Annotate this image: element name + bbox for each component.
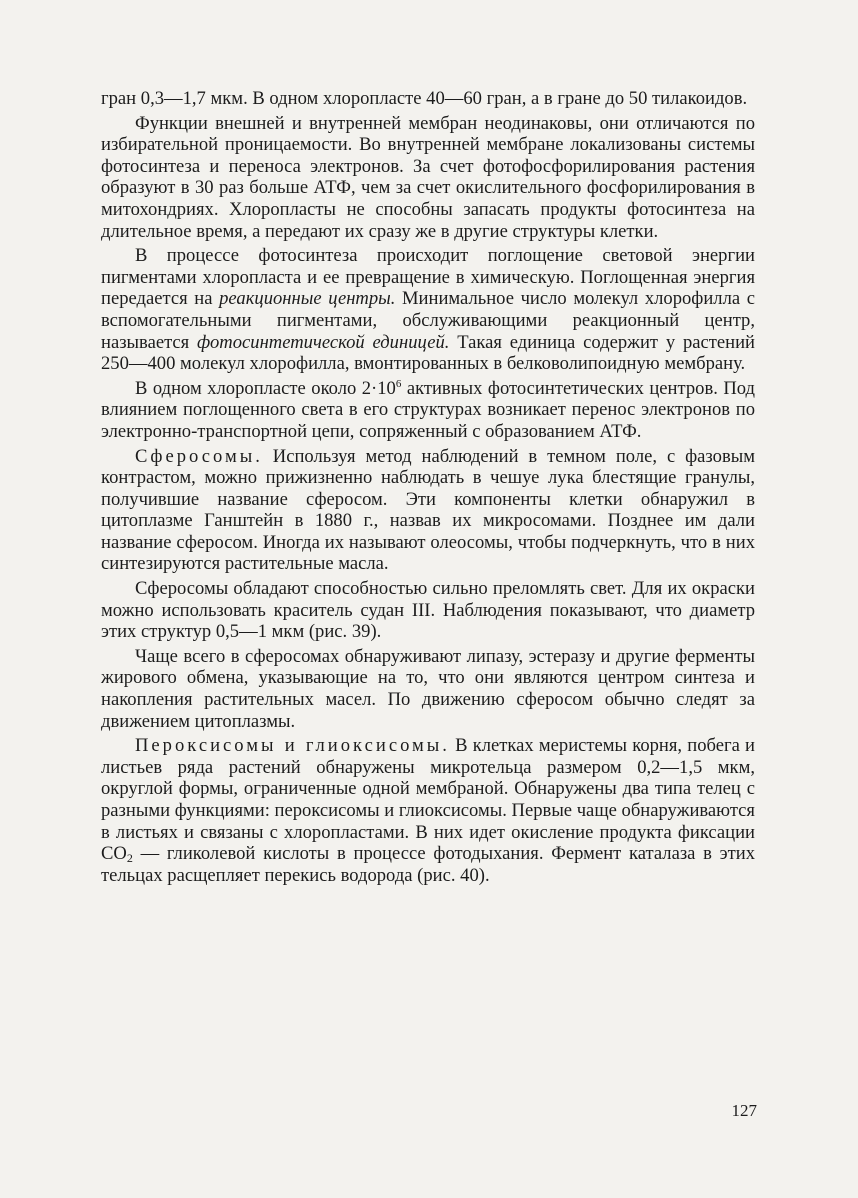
paragraph-3-text-b: Минимальное число молекул хлорофилла с вспомогательными пигментами, обслуживающими реакционный центр, называется [101, 288, 755, 353]
paragraph-5 [101, 446, 755, 576]
paragraph-8-text-b: — гликолевой кислоты в процессе фотодыхания. Фермент каталаза в этих тельцах расщепляет перекись водорода (рис. 40). [101, 843, 755, 886]
paragraph-2 [101, 113, 755, 243]
exponent: 6 [395, 377, 402, 390]
paragraph-4-text-b: активных фотосинтетических центров. Под влиянием поглощенного света в его структурах возникает перенос электронов по электронно-транспортной цепи, сопряженный с образованием АТФ. [101, 377, 755, 442]
term-reaction-centers: реакционные центры. [219, 288, 396, 310]
paragraph-7-text: Чаще всего в сферосомах обнаруживают липазу, эстеразу и другие ферменты жирового обмена, указывающие на то, что они являются центром синтеза и накопления растительных масел. По движению сферосом обычно следят за движением цитоплазмы. [101, 645, 755, 732]
page-number: 127 [731, 1101, 757, 1120]
paragraph-3 [101, 245, 755, 375]
paragraph-6-text: Сферосомы обладают способностью сильно преломлять свет. Для их окраски можно использовать краситель судан III. Наблюдения показывают, что диаметр этих структур 0,5—1 мкм (рис. 39). [101, 578, 755, 643]
paragraph-2-text: Функции внешней и внутренней мембран неодинаковы, они отличаются по избирательной проницаемости. Во внутренней мембране локализованы системы фотосинтеза и переноса электронов. За счет фотофосфорилирования растения образуют в 30 раз больше АТФ, чем за счет окислительного фосфорилирования в митохондриях. Хлоропласты не способны запасать продукты фотосинтеза на длительное время, а передают их сразу же в другие структуры клетки. [101, 112, 755, 242]
paragraph-3-text-c: Такая единица содержит у растений 250—400 молекул хлорофилла, вмонтированных в белковолипоидную мембрану. [101, 331, 755, 375]
body-text [101, 88, 755, 886]
term-photosynthetic-unit: фотосинтетической единицей. [197, 331, 450, 353]
paragraph-6 [101, 578, 755, 643]
paragraph-4-text-a: В одном хлоропласте около 2·10 [135, 377, 396, 399]
paragraph-5-text: Используя метод наблюдений в темном поле, с фазовым контрастом, можно прижизненно наблюдать в чешуе лука блестящие гранулы, получившие название сферосом. Эти компоненты клетки обнаружил в цитоплазме Ганштейн в 1880 г., назвав их микросомами. Позднее им дали название сферосом. Иногда их называют олеосомы, чтобы подчеркнуть, что в них синтезируются растительные масла. [101, 445, 755, 575]
paragraph-1-text: гран 0,3—1,7 мкм. В одном хлоропласте 40—60 гран, а в гране до 50 тилакоидов. [101, 88, 748, 109]
section-heading-spherosomes: Сферосомы. [135, 445, 263, 467]
section-heading-peroxisomes: Пероксисомы и глиоксисомы. [135, 735, 450, 757]
paragraph-8 [101, 735, 755, 886]
paragraph-3-text-a: В процессе фотосинтеза происходит поглощение световой энергии пигментами хлоропласта и ее превращение в химическую. Поглощенная энергия передается на [101, 245, 755, 310]
paragraph-8-text-a: В клетках меристемы корня, побега и листьев ряда растений обнаружены микротельца размером 0,2—1,5 мкм, округлой формы, ограниченные одной мембраной. Обнаружены два типа телец с разными функциями: пероксисомы и глиоксисомы. Первые чаще обнаруживаются в листьях и связаны с хлоропластами. В них идет окисление продукта фиксации СО [101, 735, 755, 865]
subscript: 2 [126, 851, 133, 866]
paragraph-7 [101, 646, 755, 732]
paragraph-1 [101, 88, 755, 110]
paragraph-4 [101, 378, 755, 443]
